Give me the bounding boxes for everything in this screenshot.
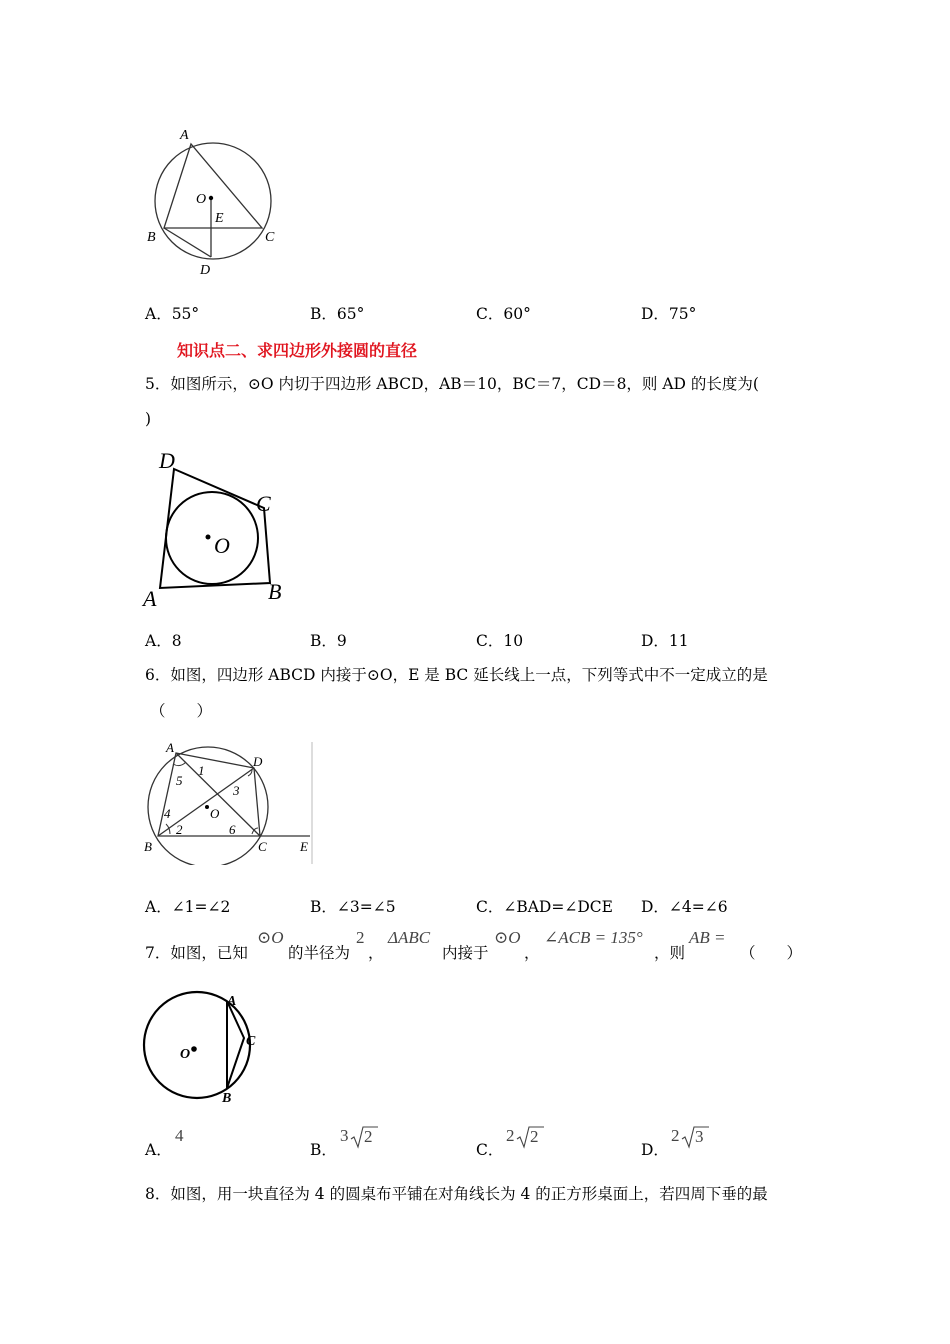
q5-quadrilateral [160,469,270,588]
q6-label-b: B [144,839,152,854]
q7-label-b: B [222,1091,232,1106]
q4-option-c[interactable]: C．60° [476,305,531,323]
q7-m2: 2 [356,928,365,947]
q6-option-d[interactable]: D．∠4=∠6 [641,898,728,916]
q7-option-c-rad: 2 [530,1127,539,1146]
q7-p5: ， [524,944,540,962]
q4-option-a[interactable]: A．55° [145,305,200,323]
q7-option-b-rad: 2 [364,1127,373,1146]
q7-p4: 内接于 [442,944,489,962]
q6-label-4: 4 [164,806,171,821]
q6-option-c[interactable]: C．∠BAD=∠DCE [476,898,613,916]
q7-p7: （ ） [740,944,803,962]
q7-option-d-coef: 2 [671,1126,680,1145]
q8-text-line1: 8．如图，用一块直径为 4 的圆桌布平铺在对角线长为 4 的正方形桌面上，若四周下垂的最 [145,1185,768,1203]
q6-text-line2: （ ） [150,702,213,720]
q4-label-b: B [147,230,156,245]
q7-option-c-label: C． [476,1141,504,1159]
q7-option-d-rad: 3 [695,1127,704,1146]
q7-label-c: C [246,1034,256,1049]
q5-option-d[interactable]: D．11 [641,632,689,650]
q7-p2: 的半径为 [288,944,351,962]
q7-option-c-coef: 2 [506,1126,515,1145]
q5-option-c[interactable]: C．10 [476,632,524,650]
q7-label-o: O [180,1047,191,1062]
q5-center-dot [206,535,211,540]
q4-option-b[interactable]: B．65° [310,305,365,323]
q5-option-a[interactable]: A．8 [145,632,182,650]
q7-label-a: A [227,994,237,1009]
q6-label-a: A [166,740,174,755]
q4-option-d[interactable]: D．75° [641,305,697,323]
section-heading: 知识点二、求四边形外接圆的直径 [177,341,418,360]
q7-option-b-label: B． [310,1141,337,1159]
q5-label-c: C [256,491,271,516]
q6-label-2: 2 [176,822,183,837]
q4-label-d: D [200,263,211,278]
q5-label-a: A [143,586,157,611]
q7-center-dot [191,1046,197,1052]
q7-option-c[interactable] [476,1122,596,1158]
q7-m1: ⊙O [257,928,284,947]
q5-figure [138,446,298,611]
q6-label-e: E [300,839,308,854]
q6-label-o: O [210,806,220,821]
q6-quadrilateral [158,753,260,836]
q6-label-3: 3 [233,783,240,798]
q6-center-dot [205,805,209,809]
q4-label-o: O [196,192,207,207]
q6-angle-arc-a [173,762,186,766]
q5-label-o: O [214,533,230,558]
q5-label-d: D [159,448,175,473]
q6-label-6: 6 [229,822,236,837]
q4-label-e: E [215,211,224,226]
q5-text-line1: 5．如图所示，⊙O 内切于四边形 ABCD，AB＝10，BC＝7，CD＝8，则 AD 的长度为( [145,375,759,393]
q4-label-a: A [180,128,189,143]
q6-option-b[interactable]: B．∠3=∠5 [310,898,396,916]
q4-triangle [164,144,262,228]
q4-label-c: C [265,230,275,245]
q7-p6: ，则 [654,944,686,962]
q4-figure [140,122,290,282]
q7-option-a-value: 4 [175,1126,184,1145]
q7-m4: ⊙O [494,928,521,947]
q7-option-a-label: A． [145,1141,172,1159]
q7-m5: ∠ACB = 135° [544,928,643,947]
q7-option-d[interactable] [641,1122,761,1158]
q5-text-line2: ) [145,410,152,428]
q7-option-b[interactable] [310,1122,430,1158]
q6-diagonal-bd [158,768,254,836]
q7-m3: ΔABC [388,928,431,947]
q4-center-dot [209,196,213,200]
q6-label-d: D [253,754,263,769]
q6-figure [140,740,318,865]
q7-p1: 7．如图，已知 [145,944,248,962]
q7-option-a[interactable] [145,1122,265,1158]
q5-option-b[interactable]: B．9 [310,632,347,650]
q7-m6: AB = [689,928,726,947]
q5-label-b: B [268,579,282,604]
q6-label-1: 1 [198,763,205,778]
q6-option-a[interactable]: A．∠1=∠2 [145,898,231,916]
q7-option-b-coef: 3 [340,1126,349,1145]
q7-p3: ， [368,944,384,962]
q6-label-c: C [258,839,267,854]
q6-label-5: 5 [176,773,183,788]
q5-incircle [166,492,258,584]
q7-figure [138,988,273,1108]
q6-diagonal-ac [176,753,260,836]
q7-option-d-label: D． [641,1141,669,1159]
q6-text-line1: 6．如图，四边形 ABCD 内接于⊙O，E 是 BC 延长线上一点，下列等式中不一定成立的是 [145,666,768,684]
